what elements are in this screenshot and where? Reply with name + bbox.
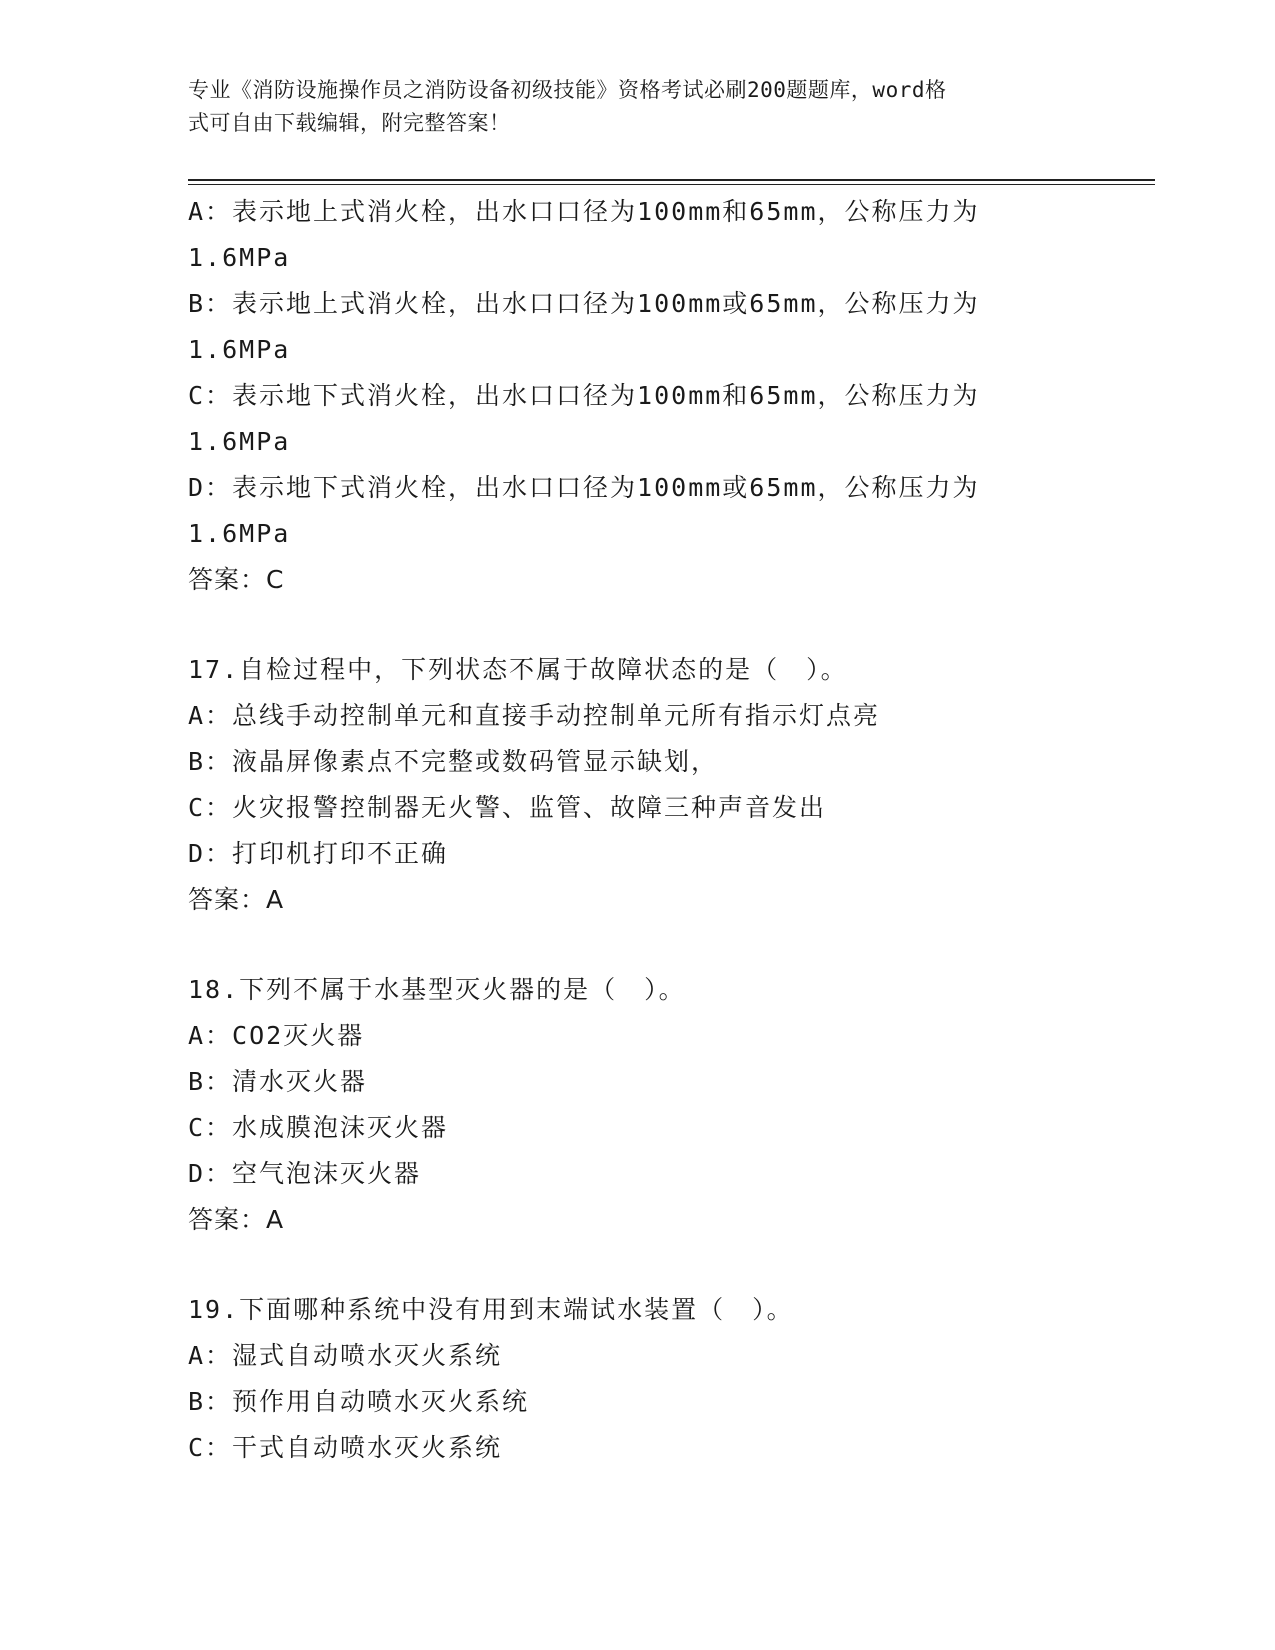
question-17 xyxy=(188,647,1088,923)
answer-17: 答案：A xyxy=(188,885,285,914)
question-text: 17.自检过程中，下列状态不属于故障状态的是（ ）。 xyxy=(188,655,848,684)
option-c: C：水成膜泡沫灭火器 xyxy=(188,1113,449,1142)
document-header xyxy=(188,74,1068,140)
option-c-line-2: 1.6MPa xyxy=(188,427,291,456)
option-c: C：火灾报警控制器无火警、监管、故障三种声音发出 xyxy=(188,793,827,822)
answer-18: 答案：A xyxy=(188,1205,285,1234)
header-divider-thin xyxy=(188,184,1155,185)
option-d-line-1: D：表示地下式消火栓，出水口口径为100mm或65mm，公称压力为 xyxy=(188,473,980,502)
spacer xyxy=(188,603,1088,647)
question-text: 19.下面哪种系统中没有用到末端试水装置（ ）。 xyxy=(188,1295,794,1324)
option-c-line-1: C：表示地下式消火栓，出水口口径为100mm和65mm，公称压力为 xyxy=(188,381,980,410)
header-line-2: 式可自由下载编辑，附完整答案！ xyxy=(188,111,511,135)
header-divider-thick xyxy=(188,179,1155,181)
question-text: 18.下列不属于水基型灭火器的是（ ）。 xyxy=(188,975,686,1004)
option-d-line-2: 1.6MPa xyxy=(188,519,291,548)
option-b: B：清水灭火器 xyxy=(188,1067,368,1096)
option-a-line-2: 1.6MPa xyxy=(188,243,291,272)
header-line-1: 专业《消防设施操作员之消防设备初级技能》资格考试必刷200题题库，word格 xyxy=(188,78,947,102)
question-16-options xyxy=(188,189,1088,603)
option-c: C：干式自动喷水灭火系统 xyxy=(188,1433,503,1462)
option-d: D：打印机打印不正确 xyxy=(188,839,449,868)
option-a: A：CO2灭火器 xyxy=(188,1021,365,1050)
question-18 xyxy=(188,967,1088,1243)
option-a: A：总线手动控制单元和直接手动控制单元所有指示灯点亮 xyxy=(188,701,881,730)
question-list xyxy=(188,189,1088,1471)
spacer xyxy=(188,923,1088,967)
option-b: B：预作用自动喷水灭火系统 xyxy=(188,1387,530,1416)
spacer xyxy=(188,1243,1088,1287)
option-b-line-1: B：表示地上式消火栓，出水口口径为100mm或65mm，公称压力为 xyxy=(188,289,980,318)
question-19 xyxy=(188,1287,1088,1471)
option-a-line-1: A：表示地上式消火栓，出水口口径为100mm和65mm，公称压力为 xyxy=(188,197,980,226)
option-b: B：液晶屏像素点不完整或数码管显示缺划， xyxy=(188,747,719,776)
option-a: A：湿式自动喷水灭火系统 xyxy=(188,1341,503,1370)
answer-16: 答案：C xyxy=(188,565,285,594)
option-d: D：空气泡沫灭火器 xyxy=(188,1159,422,1188)
option-b-line-2: 1.6MPa xyxy=(188,335,291,364)
